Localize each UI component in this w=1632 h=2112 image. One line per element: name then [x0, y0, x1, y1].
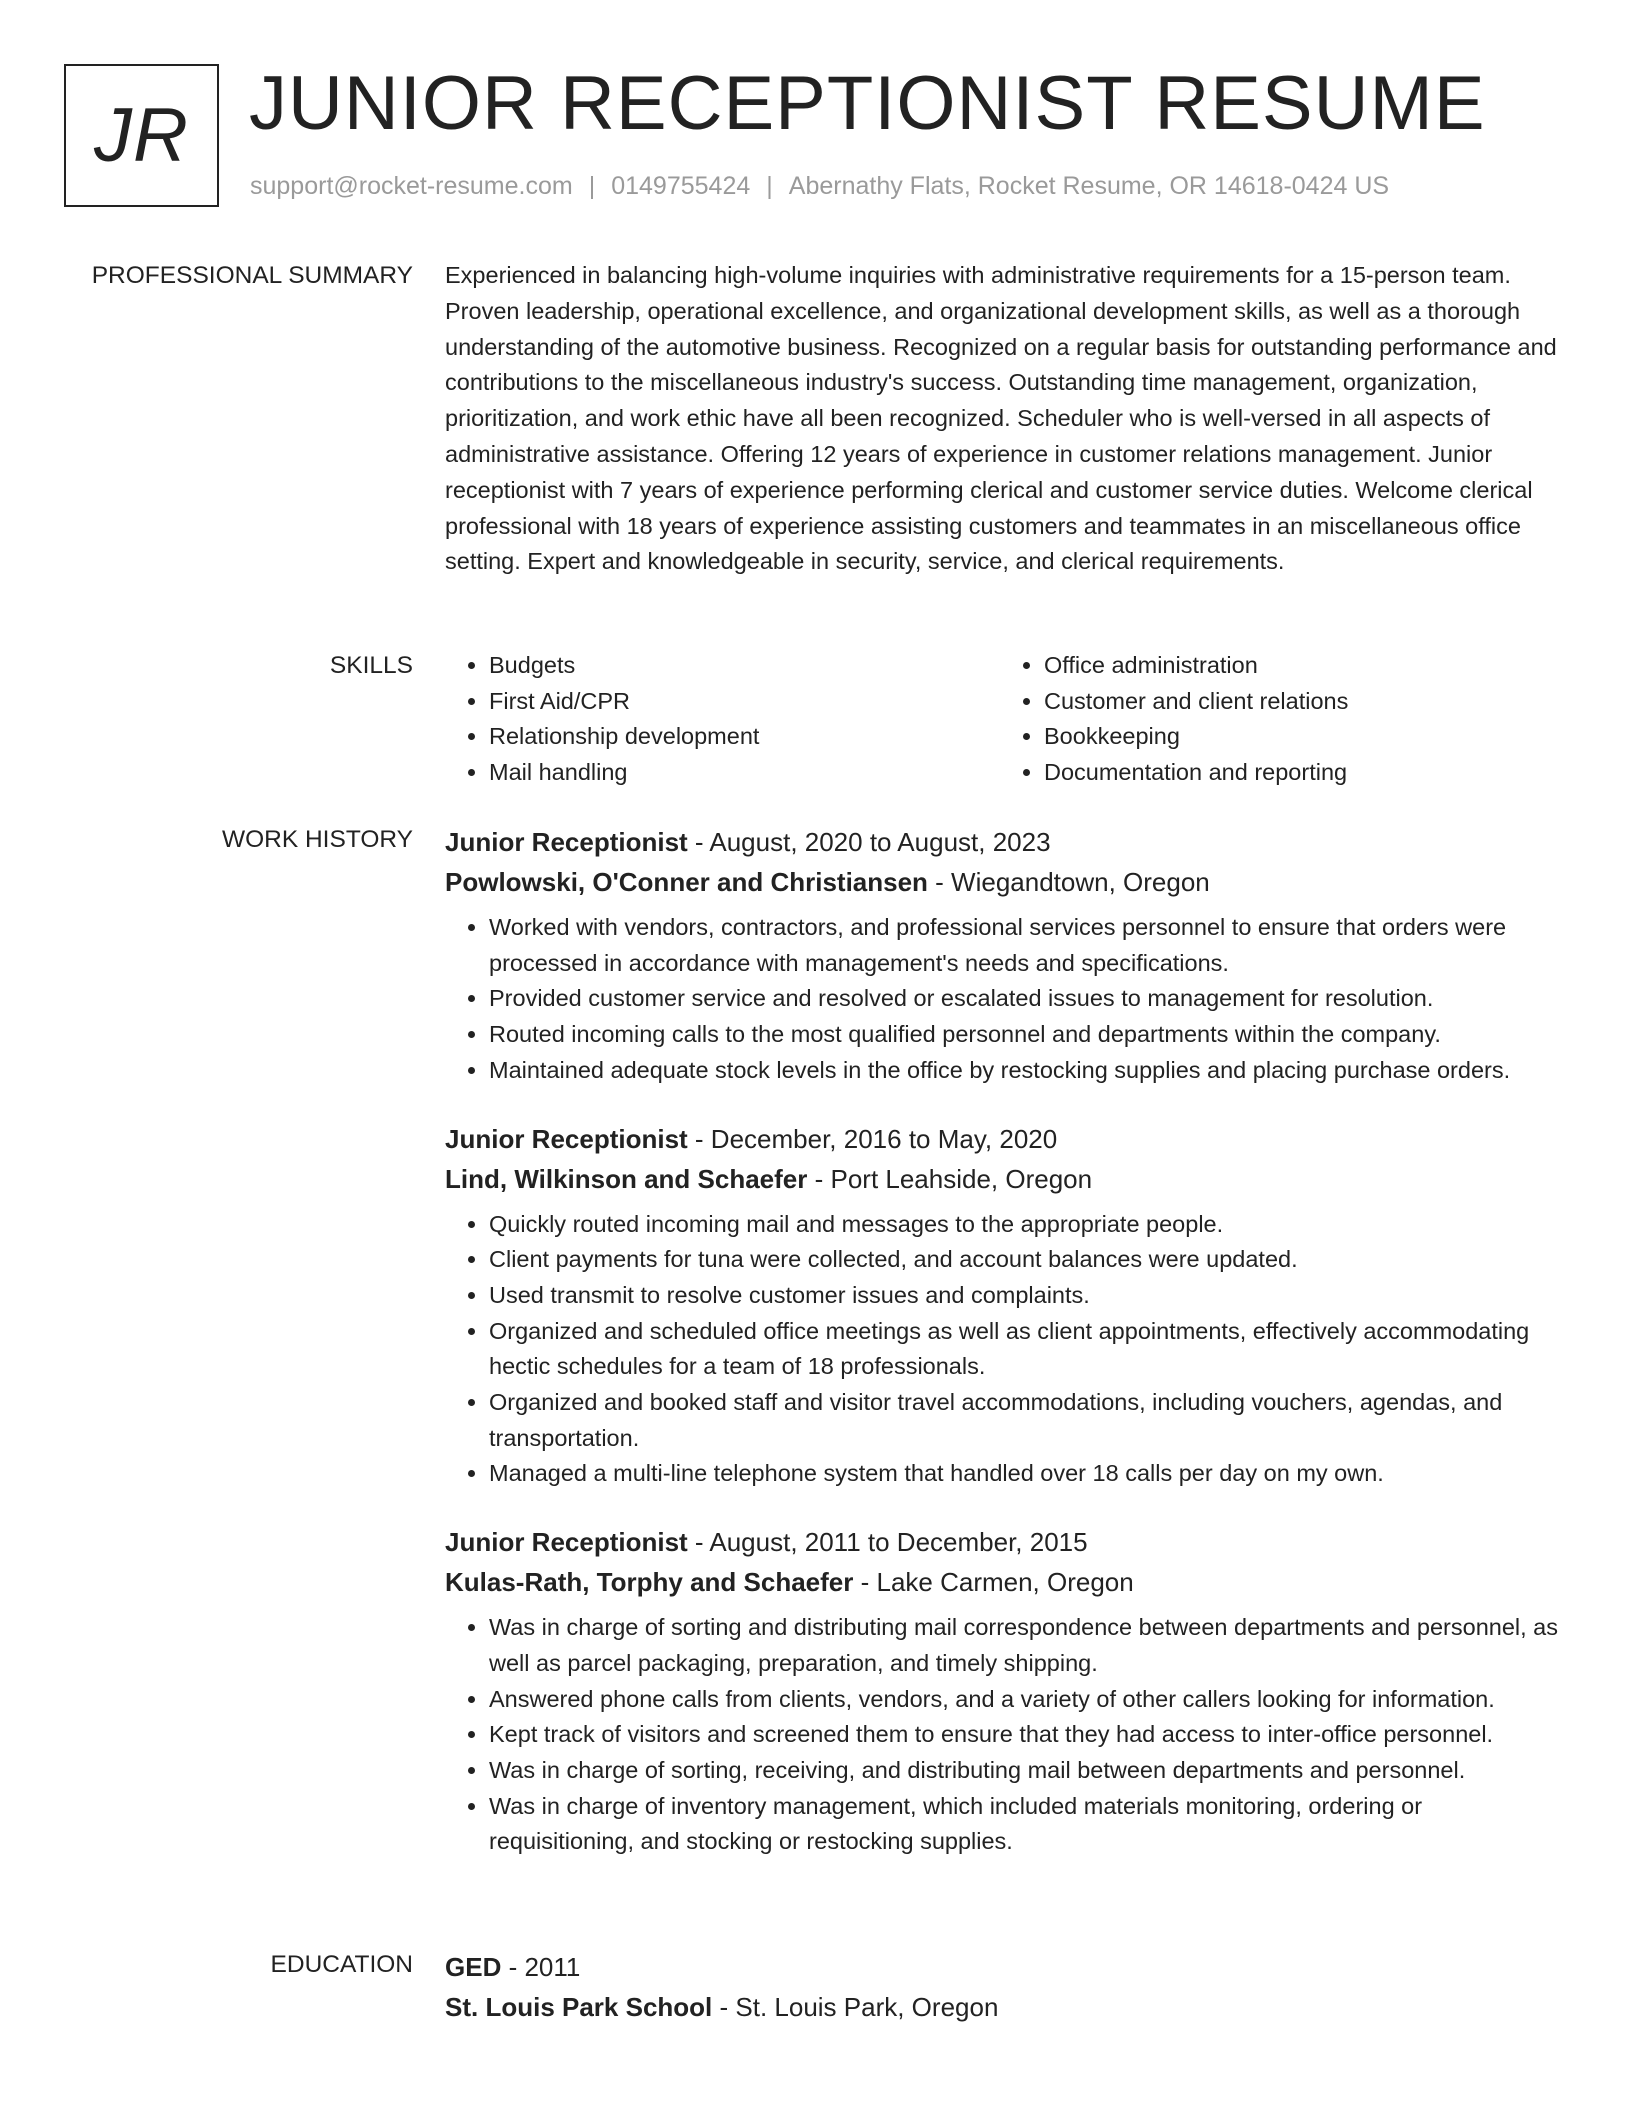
- education-degree: GED: [445, 1952, 502, 1982]
- contact-separator: |: [588, 172, 596, 200]
- job-bullet: • Was in charge of inventory management, which included materials monitoring, ordering or requisitioning, and stocking or restocking supplies.: [489, 1789, 1565, 1860]
- contact-email: support@rocket-resume.com: [250, 172, 573, 200]
- section-label-work-history: WORK HISTORY: [221, 826, 413, 853]
- job-bullets: [445, 1207, 1565, 1493]
- job-title-line: [445, 1522, 1565, 1562]
- skill-item: • Documentation and reporting: [1044, 755, 1555, 791]
- education-school: St. Louis Park School: [445, 1992, 713, 2022]
- job-bullet: • Answered phone calls from clients, vendors, and a variety of other callers looking for information.: [489, 1682, 1565, 1718]
- section-label-skills: SKILLS: [329, 652, 413, 679]
- job-location: - Lake Carmen, Oregon: [853, 1567, 1134, 1598]
- skill-item: • Budgets: [489, 648, 1000, 684]
- skill-item: • First Aid/CPR: [489, 684, 1000, 720]
- job-company: Lind, Wilkinson and Schaefer: [445, 1163, 808, 1194]
- job-title: Junior Receptionist: [445, 1527, 688, 1558]
- job-bullet: • Was in charge of sorting and distributing mail correspondence between departments and personnel, as well as parcel packaging, preparation, and timely shipping.: [489, 1610, 1565, 1681]
- job-bullet: • Worked with vendors, contractors, and professional services personnel to ensure that orders were processed in accordance with management's needs and specifications.: [489, 910, 1565, 981]
- education-degree-line: [445, 1947, 1565, 1987]
- job-bullet: • Provided customer service and resolved or escalated issues to management for resolution.: [489, 981, 1565, 1017]
- job-company-line: [445, 862, 1565, 902]
- job-dates: - August, 2020 to August, 2023: [687, 827, 1051, 857]
- job-bullet: • Maintained adequate stock levels in the office by restocking supplies and placing purchase orders.: [489, 1053, 1565, 1089]
- job-company-line: [445, 1562, 1565, 1602]
- summary-text: Experienced in balancing high-volume inquiries with administrative requirements for a 15-person team. Proven leadership, operational excellence, and organizational development skills, as well as a thorough understanding of the automotive business. Recognized on a regular basis for outstanding performance and contributions to the miscellaneous industry's success. Outstanding time management, organization, prioritization, and work ethic have all been recognized. Scheduler who is well-versed in all aspects of administrative assistance. Offering 12 years of experience in customer relations management. Junior receptionist with 7 years of experience performing clerical and customer service duties. Welcome clerical professional with 18 years of experience assisting customers and teammates in an miscellaneous office setting. Expert and knowledgeable in security, service, and clerical requirements.: [445, 262, 1557, 575]
- job-bullet: • Was in charge of sorting, receiving, and distributing mail between departments and personnel.: [489, 1753, 1565, 1789]
- job-dates: - August, 2011 to December, 2015: [687, 1527, 1088, 1558]
- skill-item: • Relationship development: [489, 719, 1000, 755]
- education-school-line: [445, 1987, 1565, 2027]
- skills-body: [445, 648, 1565, 791]
- job-bullet: • Organized and booked staff and visitor travel accommodations, including vouchers, agendas, and transportation.: [489, 1385, 1565, 1456]
- job-entry: [445, 1119, 1565, 1493]
- contact-line: [250, 172, 1389, 201]
- job-bullets: [445, 1610, 1565, 1860]
- job-bullet: • Routed incoming calls to the most qualified personnel and departments within the company.: [489, 1017, 1565, 1053]
- summary-body: [445, 258, 1565, 580]
- work-history-body: [445, 822, 1565, 1860]
- job-bullet: • Client payments for tuna were collected, and account balances were updated.: [489, 1242, 1565, 1278]
- job-company: Kulas-Rath, Torphy and Schaefer: [445, 1567, 854, 1598]
- skill-item: • Mail handling: [489, 755, 1000, 791]
- job-title: Junior Receptionist: [445, 1123, 688, 1154]
- job-title: Junior Receptionist: [445, 827, 688, 857]
- job-bullets: [445, 910, 1565, 1089]
- job-entry: [445, 1522, 1565, 1860]
- education-location: - St. Louis Park, Oregon: [712, 1992, 999, 2022]
- skills-list-left: [445, 648, 1000, 791]
- skill-item: • Office administration: [1044, 648, 1555, 684]
- contact-separator: |: [766, 172, 773, 200]
- job-bullet: • Used transmit to resolve customer issues and complaints.: [489, 1278, 1565, 1314]
- skills-list-right: [1000, 648, 1555, 791]
- job-title-line: [445, 1119, 1565, 1159]
- job-entry: [445, 822, 1565, 1089]
- section-label-education: EDUCATION: [270, 1951, 413, 1978]
- skills-grid: [445, 648, 1555, 791]
- job-bullet: • Kept track of visitors and screened them to ensure that they had access to inter-office personnel.: [489, 1717, 1565, 1753]
- contact-address: Abernathy Flats, Rocket Resume, OR 14618-0424 US: [788, 172, 1390, 200]
- job-title-line: [445, 822, 1565, 862]
- contact-phone: 0149755424: [611, 172, 751, 200]
- job-bullet: • Organized and scheduled office meetings as well as client appointments, effectively accommodating hectic schedules for a team of 18 professionals.: [489, 1314, 1565, 1385]
- job-dates: - December, 2016 to May, 2020: [687, 1123, 1058, 1154]
- job-location: - Wiegandtown, Oregon: [927, 867, 1210, 897]
- resume-header: [64, 61, 1564, 214]
- job-bullet: • Managed a multi-line telephone system that handled over 18 calls per day on my own.: [489, 1456, 1565, 1492]
- job-bullet: • Quickly routed incoming mail and messages to the appropriate people.: [489, 1207, 1565, 1243]
- job-company: Powlowski, O'Conner and Christiansen: [445, 867, 928, 897]
- education-year: - 2011: [501, 1952, 581, 1982]
- job-location: - Port Leahside, Oregon: [807, 1163, 1093, 1194]
- resume-title: JUNIOR RECEPTIONIST RESUME: [249, 61, 1486, 146]
- skill-item: • Customer and client relations: [1044, 684, 1555, 720]
- skill-item: • Bookkeeping: [1044, 719, 1555, 755]
- job-company-line: [445, 1159, 1565, 1199]
- monogram-logo: JR: [64, 64, 219, 207]
- section-label-summary: PROFESSIONAL SUMMARY: [91, 262, 413, 289]
- education-body: [445, 1947, 1565, 2027]
